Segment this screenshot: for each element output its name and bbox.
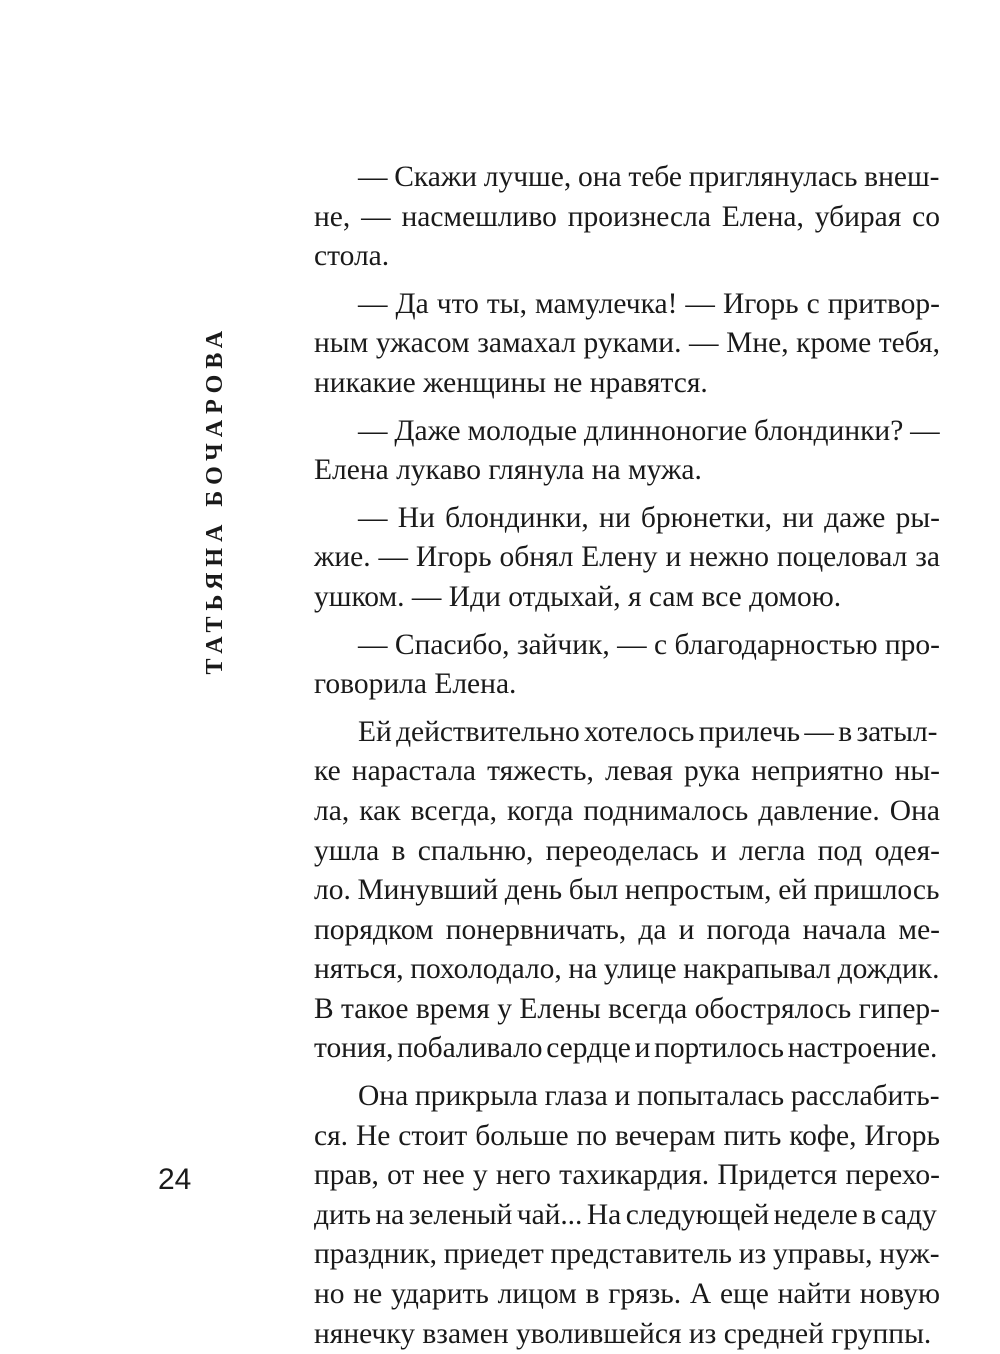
paragraph-1 [270, 158, 940, 277]
paragraph-6 [270, 713, 940, 1069]
text-line: Ей действительно хотелось прилечь — в затыл- [358, 715, 938, 748]
running-head-author: ТАТЬЯНА БОЧАРОВА [202, 324, 228, 675]
text-line: дить на зеленый чай... На следующей неделе в саду [314, 1198, 937, 1231]
text-line: няться, похолодало, на улице накрапывал дождик. [314, 953, 940, 986]
paragraph-2 [270, 285, 940, 404]
text-line: ным ужасом замахал руками. — Мне, кроме тебя, [314, 327, 940, 360]
paragraph-4 [270, 499, 940, 618]
text-line: никакие женщины не нравятся. [314, 366, 708, 399]
text-line: — Да что ты, мамулечка! — Игорь с притвор- [358, 287, 940, 320]
text-line: Елена лукаво глянула на мужа. [314, 454, 702, 487]
body-text [270, 158, 940, 1354]
paragraph-3 [270, 412, 940, 491]
text-line: ке нарастала тяжесть, левая рука неприятно ны- [314, 755, 940, 788]
text-line: ла, как всегда, когда поднималось давление. Она [314, 794, 940, 827]
text-line: не, — насмешливо произнесла Елена, убирая со [314, 200, 940, 233]
text-line: — Ни блондинки, ни брюнетки, ни даже ры- [358, 501, 940, 534]
text-line: — Спасибо, зайчик, — с благодарностью про- [358, 628, 940, 661]
text-line: прав, от нее у него тахикардия. Придется перехо- [314, 1159, 940, 1192]
text-line: говорила Елена. [314, 668, 517, 701]
text-line: ся. Не стоит больше по вечерам пить кофе, Игорь [314, 1119, 940, 1152]
text-line: ушком. — Иди отдыхай, я сам все домою. [314, 580, 842, 613]
text-line: — Скажи лучше, она тебе приглянулась внеш- [358, 161, 940, 193]
page-number: 24 [158, 1163, 192, 1196]
text-line: стола. [314, 240, 390, 273]
text-line: нянечку взамен уволившейся из средней группы. [314, 1317, 932, 1350]
text-line: жие. — Игорь обнял Елену и нежно поцеловал за [314, 541, 940, 574]
paragraph-5 [270, 626, 940, 705]
text-line: праздник, приедет представитель из управы, нуж- [314, 1238, 940, 1271]
text-line: ушла в спальню, переоделась и легла под одея- [314, 834, 940, 867]
text-line: ло. Минувший день был непростым, ей пришлось [314, 874, 940, 907]
text-line: — Даже молодые длинноногие блондинки? — [358, 414, 940, 447]
text-line: В такое время у Елены всегда обострялось гипер- [314, 992, 940, 1025]
text-line: но не ударить лицом в грязь. А еще найти новую [314, 1278, 940, 1311]
text-line: порядком понервничать, да и погода начала ме- [314, 913, 940, 946]
paragraph-7 [270, 1077, 940, 1354]
text-line: Она прикрыла глаза и попыталась расслабить- [358, 1080, 940, 1113]
text-line: тония, побаливало сердце и портилось настроение. [314, 1032, 938, 1065]
